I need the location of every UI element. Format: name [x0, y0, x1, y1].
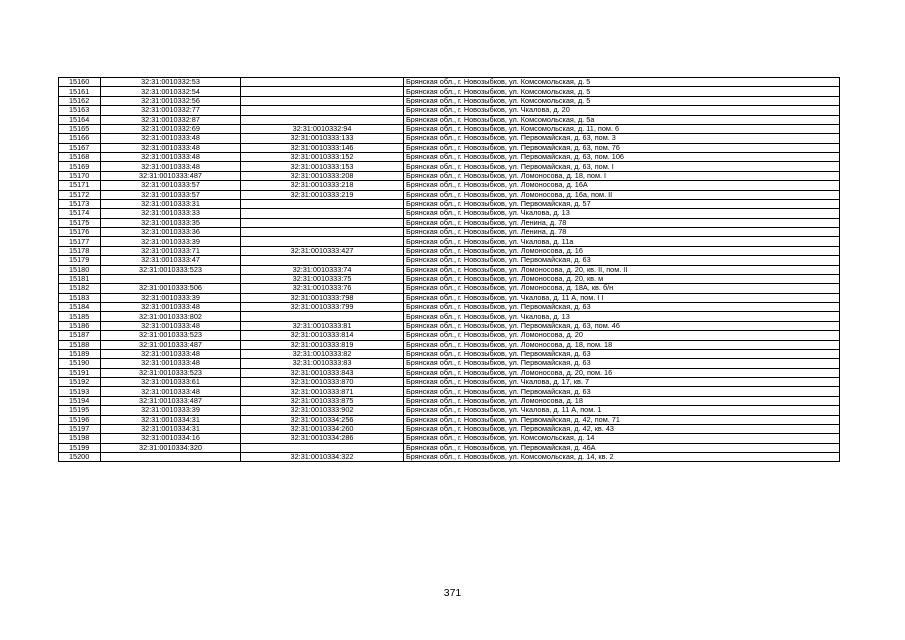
- cadastral-number-cell: [101, 274, 241, 283]
- related-cadastral-number-cell: 32:31:0010333:218: [241, 181, 404, 190]
- address-cell: Брянская обл., г. Новозыбков, ул. Первомайская, д. 63: [404, 303, 840, 312]
- related-cadastral-number-cell: 32:31:0010333:146: [241, 143, 404, 152]
- address-cell: Брянская обл., г. Новозыбков, ул. Ломоносова, д. 18, пом. 18: [404, 340, 840, 349]
- related-cadastral-number-cell: 32:31:0010333:82: [241, 349, 404, 358]
- table-row: [59, 443, 840, 452]
- related-cadastral-number-cell: 32:31:0010334:286: [241, 434, 404, 443]
- address-cell: Брянская обл., г. Новозыбков, ул. Чкалова, д. 13: [404, 209, 840, 218]
- row-number-cell: 15183: [59, 293, 101, 302]
- table-row: [59, 106, 840, 115]
- cadastral-number-cell: 32:31:0010334:31: [101, 415, 241, 424]
- row-number-cell: 15186: [59, 321, 101, 330]
- cadastral-number-cell: 32:31:0010333:802: [101, 312, 241, 321]
- cadastral-number-cell: 32:31:0010334:320: [101, 443, 241, 452]
- cadastral-number-cell: 32:31:0010332:87: [101, 115, 241, 124]
- related-cadastral-number-cell: 32:31:0010333:427: [241, 246, 404, 255]
- related-cadastral-number-cell: 32:31:0010333:875: [241, 396, 404, 405]
- address-cell: Брянская обл., г. Новозыбков, ул. Первомайская, д. 63: [404, 359, 840, 368]
- address-cell: Брянская обл., г. Новозыбков, ул. Чкалова, д. 13: [404, 312, 840, 321]
- table-row: [59, 453, 840, 462]
- row-number-cell: 15161: [59, 87, 101, 96]
- row-number-cell: 15178: [59, 246, 101, 255]
- address-cell: Брянская обл., г. Новозыбков, ул. Комсомольская, д. 14, кв. 2: [404, 453, 840, 462]
- related-cadastral-number-cell: [241, 237, 404, 246]
- related-cadastral-number-cell: 32:31:0010333:902: [241, 406, 404, 415]
- cadastral-number-cell: 32:31:0010333:47: [101, 256, 241, 265]
- related-cadastral-number-cell: [241, 106, 404, 115]
- table-row: [59, 406, 840, 415]
- address-cell: Брянская обл., г. Новозыбков, ул. Первомайская, д. 63: [404, 387, 840, 396]
- cadastral-number-cell: 32:31:0010334:31: [101, 424, 241, 433]
- related-cadastral-number-cell: 32:31:0010333:133: [241, 134, 404, 143]
- cadastral-number-cell: 32:31:0010332:69: [101, 124, 241, 133]
- row-number-cell: 15191: [59, 368, 101, 377]
- cadastral-number-cell: 32:31:0010333:487: [101, 340, 241, 349]
- table-row: [59, 153, 840, 162]
- table-row: [59, 331, 840, 340]
- table-row: [59, 87, 840, 96]
- row-number-cell: 15199: [59, 443, 101, 452]
- cadastral-number-cell: 32:31:0010333:48: [101, 162, 241, 171]
- row-number-cell: 15185: [59, 312, 101, 321]
- cadastral-number-cell: 32:31:0010333:33: [101, 209, 241, 218]
- cadastral-number-cell: 32:31:0010332:56: [101, 96, 241, 105]
- address-cell: Брянская обл., г. Новозыбков, ул. Ломоносова, д. 18А, кв. б/н: [404, 284, 840, 293]
- related-cadastral-number-cell: 32:31:0010333:219: [241, 190, 404, 199]
- row-number-cell: 15176: [59, 228, 101, 237]
- row-number-cell: 15184: [59, 303, 101, 312]
- row-number-cell: 15198: [59, 434, 101, 443]
- related-cadastral-number-cell: [241, 228, 404, 237]
- row-number-cell: 15179: [59, 256, 101, 265]
- cadastral-number-cell: 32:31:0010332:54: [101, 87, 241, 96]
- table-row: [59, 396, 840, 405]
- cadastral-number-cell: 32:31:0010333:31: [101, 199, 241, 208]
- table-row: [59, 246, 840, 255]
- row-number-cell: 15189: [59, 349, 101, 358]
- related-cadastral-number-cell: 32:31:0010333:76: [241, 284, 404, 293]
- table-row: [59, 284, 840, 293]
- related-cadastral-number-cell: [241, 199, 404, 208]
- related-cadastral-number-cell: [241, 443, 404, 452]
- table-row: [59, 190, 840, 199]
- cadastral-number-cell: 32:31:0010333:523: [101, 265, 241, 274]
- address-cell: Брянская обл., г. Новозыбков, ул. Чкалова, д. 11а: [404, 237, 840, 246]
- related-cadastral-number-cell: 32:31:0010332:94: [241, 124, 404, 133]
- address-cell: Брянская обл., г. Новозыбков, ул. Чкалова, д. 17, кв. 7: [404, 378, 840, 387]
- related-cadastral-number-cell: [241, 78, 404, 87]
- address-cell: Брянская обл., г. Новозыбков, ул. Комсомольская, д. 5: [404, 78, 840, 87]
- table-row: [59, 124, 840, 133]
- row-number-cell: 15194: [59, 396, 101, 405]
- table-row: [59, 340, 840, 349]
- address-cell: Брянская обл., г. Новозыбков, ул. Комсомольская, д. 5: [404, 96, 840, 105]
- table-row: [59, 434, 840, 443]
- row-number-cell: 15167: [59, 143, 101, 152]
- related-cadastral-number-cell: [241, 312, 404, 321]
- table-row: [59, 162, 840, 171]
- row-number-cell: 15197: [59, 424, 101, 433]
- row-number-cell: 15163: [59, 106, 101, 115]
- table-row: [59, 424, 840, 433]
- row-number-cell: 15182: [59, 284, 101, 293]
- table-row: [59, 303, 840, 312]
- related-cadastral-number-cell: 32:31:0010334:256: [241, 415, 404, 424]
- table-row: [59, 171, 840, 180]
- cadastral-number-cell: 32:31:0010333:48: [101, 321, 241, 330]
- address-cell: Брянская обл., г. Новозыбков, ул. Чкалова, д. 11 А, пом. I I: [404, 293, 840, 302]
- cadastral-number-cell: [101, 453, 241, 462]
- cadastral-number-cell: 32:31:0010332:53: [101, 78, 241, 87]
- related-cadastral-number-cell: 32:31:0010333:75: [241, 274, 404, 283]
- address-cell: Брянская обл., г. Новозыбков, ул. Первомайская, д. 46А: [404, 443, 840, 452]
- cadastral-number-cell: 32:31:0010333:48: [101, 303, 241, 312]
- cadastral-number-cell: 32:31:0010333:487: [101, 396, 241, 405]
- address-cell: Брянская обл., г. Новозыбков, ул. Ломоносова, д. 18, пом. I: [404, 171, 840, 180]
- cadastral-table: [58, 77, 840, 462]
- row-number-cell: 15181: [59, 274, 101, 283]
- related-cadastral-number-cell: [241, 96, 404, 105]
- related-cadastral-number-cell: 32:31:0010333:870: [241, 378, 404, 387]
- related-cadastral-number-cell: 32:31:0010333:819: [241, 340, 404, 349]
- table-row: [59, 359, 840, 368]
- row-number-cell: 15187: [59, 331, 101, 340]
- table-row: [59, 218, 840, 227]
- cadastral-number-cell: 32:31:0010333:39: [101, 406, 241, 415]
- document-table-container: [58, 77, 839, 462]
- cadastral-number-cell: 32:31:0010334:16: [101, 434, 241, 443]
- address-cell: Брянская обл., г. Новозыбков, ул. Ломоносова, д. 16: [404, 246, 840, 255]
- cadastral-number-cell: 32:31:0010333:61: [101, 378, 241, 387]
- cadastral-number-cell: 32:31:0010333:506: [101, 284, 241, 293]
- related-cadastral-number-cell: [241, 218, 404, 227]
- table-row: [59, 228, 840, 237]
- cadastral-number-cell: 32:31:0010333:48: [101, 349, 241, 358]
- row-number-cell: 15172: [59, 190, 101, 199]
- related-cadastral-number-cell: 32:31:0010333:81: [241, 321, 404, 330]
- row-number-cell: 15180: [59, 265, 101, 274]
- cadastral-number-cell: 32:31:0010333:48: [101, 134, 241, 143]
- cadastral-number-cell: 32:31:0010333:35: [101, 218, 241, 227]
- table-row: [59, 143, 840, 152]
- row-number-cell: 15166: [59, 134, 101, 143]
- related-cadastral-number-cell: 32:31:0010333:208: [241, 171, 404, 180]
- address-cell: Брянская обл., г. Новозыбков, ул. Первомайская, д. 63, пом. 106: [404, 153, 840, 162]
- address-cell: Брянская обл., г. Новозыбков, ул. Первомайская, д. 63, пом. 3: [404, 134, 840, 143]
- related-cadastral-number-cell: [241, 209, 404, 218]
- cadastral-number-cell: 32:31:0010333:57: [101, 181, 241, 190]
- row-number-cell: 15174: [59, 209, 101, 218]
- table-row: [59, 199, 840, 208]
- cadastral-number-cell: 32:31:0010333:523: [101, 331, 241, 340]
- address-cell: Брянская обл., г. Новозыбков, ул. Комсомольская, д. 14: [404, 434, 840, 443]
- cadastral-number-cell: 32:31:0010333:48: [101, 387, 241, 396]
- table-row: [59, 256, 840, 265]
- related-cadastral-number-cell: 32:31:0010333:83: [241, 359, 404, 368]
- address-cell: Брянская обл., г. Новозыбков, ул. Ломоносова, д. 20: [404, 331, 840, 340]
- related-cadastral-number-cell: 32:31:0010333:843: [241, 368, 404, 377]
- cadastral-number-cell: 32:31:0010333:36: [101, 228, 241, 237]
- table-row: [59, 209, 840, 218]
- table-row: [59, 78, 840, 87]
- table-row: [59, 312, 840, 321]
- row-number-cell: 15177: [59, 237, 101, 246]
- address-cell: Брянская обл., г. Новозыбков, ул. Ломоносова, д. 20, пом. 16: [404, 368, 840, 377]
- related-cadastral-number-cell: [241, 115, 404, 124]
- row-number-cell: 15162: [59, 96, 101, 105]
- row-number-cell: 15188: [59, 340, 101, 349]
- row-number-cell: 15164: [59, 115, 101, 124]
- address-cell: Брянская обл., г. Новозыбков, ул. Первомайская, д. 42, пом. 71: [404, 415, 840, 424]
- related-cadastral-number-cell: 32:31:0010333:153: [241, 162, 404, 171]
- row-number-cell: 15169: [59, 162, 101, 171]
- row-number-cell: 15160: [59, 78, 101, 87]
- table-row: [59, 181, 840, 190]
- address-cell: Брянская обл., г. Новозыбков, ул. Чкалова, д. 20: [404, 106, 840, 115]
- row-number-cell: 15190: [59, 359, 101, 368]
- row-number-cell: 15193: [59, 387, 101, 396]
- address-cell: Брянская обл., г. Новозыбков, ул. Первомайская, д. 63, пом. 76: [404, 143, 840, 152]
- row-number-cell: 15175: [59, 218, 101, 227]
- address-cell: Брянская обл., г. Новозыбков, ул. Ломоносова, д. 18: [404, 396, 840, 405]
- row-number-cell: 15192: [59, 378, 101, 387]
- address-cell: Брянская обл., г. Новозыбков, ул. Ломоносова, д. 16а, пом. II: [404, 190, 840, 199]
- related-cadastral-number-cell: [241, 87, 404, 96]
- address-cell: Брянская обл., г. Новозыбков, ул. Первомайская, д. 63: [404, 349, 840, 358]
- table-row: [59, 368, 840, 377]
- cadastral-number-cell: 32:31:0010333:48: [101, 143, 241, 152]
- cadastral-number-cell: 32:31:0010333:71: [101, 246, 241, 255]
- related-cadastral-number-cell: 32:31:0010334:322: [241, 453, 404, 462]
- address-cell: Брянская обл., г. Новозыбков, ул. Ломоносова, д. 20, кв. м: [404, 274, 840, 283]
- address-cell: Брянская обл., г. Новозыбков, ул. Ленина, д. 78: [404, 228, 840, 237]
- address-cell: Брянская обл., г. Новозыбков, ул. Первомайская, д. 42, кв. 43: [404, 424, 840, 433]
- address-cell: Брянская обл., г. Новозыбков, ул. Первомайская, д. 57: [404, 199, 840, 208]
- table-row: [59, 387, 840, 396]
- table-row: [59, 415, 840, 424]
- table-row: [59, 134, 840, 143]
- cadastral-number-cell: 32:31:0010332:77: [101, 106, 241, 115]
- row-number-cell: 15170: [59, 171, 101, 180]
- cadastral-number-cell: 32:31:0010333:39: [101, 237, 241, 246]
- table-row: [59, 378, 840, 387]
- address-cell: Брянская обл., г. Новозыбков, ул. Комсомольская, д. 5: [404, 87, 840, 96]
- address-cell: Брянская обл., г. Новозыбков, ул. Первомайская, д. 63, пом. I: [404, 162, 840, 171]
- cadastral-number-cell: 32:31:0010333:39: [101, 293, 241, 302]
- table-row: [59, 274, 840, 283]
- row-number-cell: 15165: [59, 124, 101, 133]
- table-row: [59, 321, 840, 330]
- address-cell: Брянская обл., г. Новозыбков, ул. Комсомольская, д. 5а: [404, 115, 840, 124]
- related-cadastral-number-cell: 32:31:0010333:152: [241, 153, 404, 162]
- related-cadastral-number-cell: [241, 256, 404, 265]
- related-cadastral-number-cell: 32:31:0010333:74: [241, 265, 404, 274]
- related-cadastral-number-cell: 32:31:0010333:799: [241, 303, 404, 312]
- row-number-cell: 15195: [59, 406, 101, 415]
- page-number: 371: [443, 587, 462, 599]
- address-cell: Брянская обл., г. Новозыбков, ул. Первомайская, д. 63, пом. 46: [404, 321, 840, 330]
- related-cadastral-number-cell: 32:31:0010333:871: [241, 387, 404, 396]
- table-row: [59, 96, 840, 105]
- table-row: [59, 293, 840, 302]
- row-number-cell: 15196: [59, 415, 101, 424]
- cadastral-number-cell: 32:31:0010333:523: [101, 368, 241, 377]
- cadastral-number-cell: 32:31:0010333:48: [101, 153, 241, 162]
- cadastral-number-cell: 32:31:0010333:48: [101, 359, 241, 368]
- table-row: [59, 349, 840, 358]
- related-cadastral-number-cell: 32:31:0010333:798: [241, 293, 404, 302]
- related-cadastral-number-cell: 32:31:0010333:814: [241, 331, 404, 340]
- address-cell: Брянская обл., г. Новозыбков, ул. Чкалова, д. 11 А, пом. 1: [404, 406, 840, 415]
- table-row: [59, 265, 840, 274]
- row-number-cell: 15168: [59, 153, 101, 162]
- address-cell: Брянская обл., г. Новозыбков, ул. Ломоносова, д. 20, кв. II, пом. II: [404, 265, 840, 274]
- address-cell: Брянская обл., г. Новозыбков, ул. Комсомольская, д. 11, пом. 6: [404, 124, 840, 133]
- table-row: [59, 115, 840, 124]
- related-cadastral-number-cell: 32:31:0010334:260: [241, 424, 404, 433]
- table-body: [59, 78, 840, 462]
- address-cell: Брянская обл., г. Новозыбков, ул. Ломоносова, д. 16А: [404, 181, 840, 190]
- address-cell: Брянская обл., г. Новозыбков, ул. Первомайская, д. 63: [404, 256, 840, 265]
- table-row: [59, 237, 840, 246]
- row-number-cell: 15200: [59, 453, 101, 462]
- row-number-cell: 15171: [59, 181, 101, 190]
- cadastral-number-cell: 32:31:0010333:57: [101, 190, 241, 199]
- row-number-cell: 15173: [59, 199, 101, 208]
- address-cell: Брянская обл., г. Новозыбков, ул. Ленина, д. 78: [404, 218, 840, 227]
- cadastral-number-cell: 32:31:0010333:487: [101, 171, 241, 180]
